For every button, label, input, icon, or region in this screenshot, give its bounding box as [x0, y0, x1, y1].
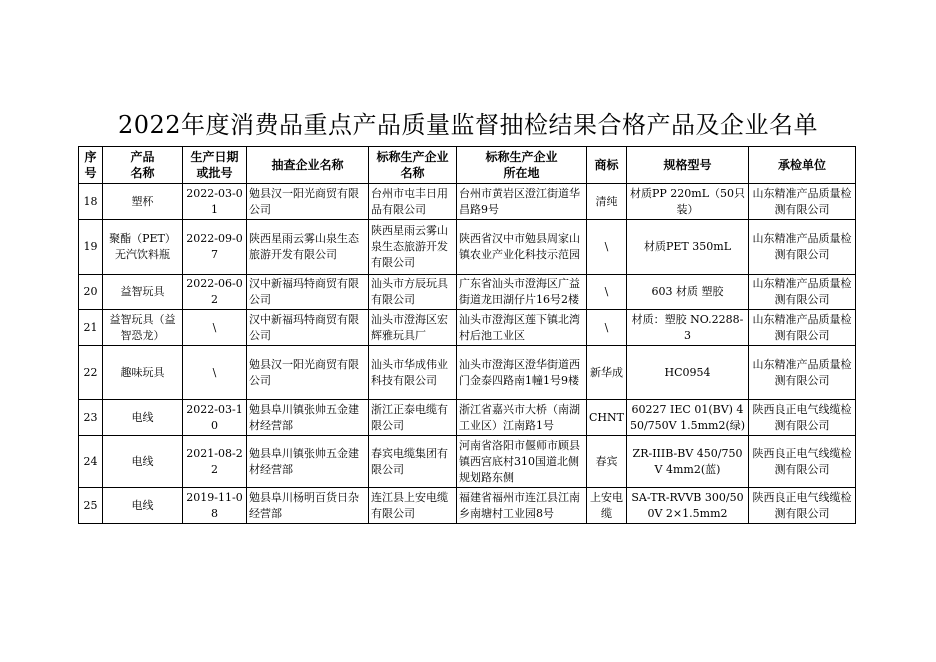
col-trademark: 清纯 [587, 184, 627, 220]
header-col-testing-unit: 承检单位 [749, 147, 856, 184]
page-title: 2022年度消费品重点产品质量监督抽检结果合格产品及企业名单 [117, 111, 819, 139]
col-sampled-company: 陕西星雨云雾山泉生态旅游开发有限公司 [247, 220, 369, 275]
col-production-date: 2022-03-01 [183, 184, 247, 220]
col-manufacturer-address: 浙江省嘉兴市大桥（南湖工业区）江南路1号 [457, 400, 587, 436]
col-trademark: 上安电缆 [587, 488, 627, 524]
col-index: 20 [79, 275, 103, 310]
col-trademark: CHNT [587, 400, 627, 436]
col-sampled-company: 勉县汉一阳光商贸有限公司 [247, 346, 369, 400]
col-index: 25 [79, 488, 103, 524]
col-spec-model: SA-TR-RVVB 300/500V 2×1.5mm2 [627, 488, 749, 524]
col-index: 23 [79, 400, 103, 436]
table-row [79, 488, 856, 524]
col-index: 19 [79, 220, 103, 275]
col-index: 18 [79, 184, 103, 220]
col-product-name: 益智玩具（益智恐龙） [103, 310, 183, 346]
header-col-sampled-company: 抽查企业名称 [247, 147, 369, 184]
col-product-name: 塑杯 [103, 184, 183, 220]
col-testing-unit: 陕西良正电气线缆检测有限公司 [749, 400, 856, 436]
col-manufacturer-name: 连江县上安电缆有限公司 [369, 488, 457, 524]
col-manufacturer-name: 陕西星雨云雾山泉生态旅游开发有限公司 [369, 220, 457, 275]
table-row [79, 220, 856, 275]
col-product-name: 聚酯（PET）无汽饮料瓶 [103, 220, 183, 275]
table-row [79, 346, 856, 400]
col-product-name: 电线 [103, 488, 183, 524]
col-manufacturer-address: 河南省洛阳市偃师市顾县镇西宫底村310国道北侧规划路东侧 [457, 436, 587, 488]
col-product-name: 益智玩具 [103, 275, 183, 310]
header-col-spec-model: 规格型号 [627, 147, 749, 184]
col-manufacturer-name: 汕头市方辰玩具有限公司 [369, 275, 457, 310]
col-sampled-company: 勉县阜川镇张帅五金建材经营部 [247, 436, 369, 488]
col-spec-model: 60227 IEC 01(BV) 450/750V 1.5mm2(绿) [627, 400, 749, 436]
col-index: 21 [79, 310, 103, 346]
col-manufacturer-name: 汕头市澄海区宏辉雅玩具厂 [369, 310, 457, 346]
results-table [78, 146, 856, 524]
table-row [79, 436, 856, 488]
col-sampled-company: 汉中新福玛特商贸有限公司 [247, 310, 369, 346]
col-trademark: \ [587, 220, 627, 275]
col-testing-unit: 山东精准产品质量检测有限公司 [749, 310, 856, 346]
header-col-production-date: 生产日期 或批号 [183, 147, 247, 184]
col-manufacturer-address: 福建省福州市连江县江南乡南塘村工业园8号 [457, 488, 587, 524]
col-production-date: 2022-06-02 [183, 275, 247, 310]
table-row [79, 310, 856, 346]
col-trademark: \ [587, 310, 627, 346]
table-row [79, 400, 856, 436]
col-testing-unit: 山东精准产品质量检测有限公司 [749, 275, 856, 310]
col-production-date: 2022-09-07 [183, 220, 247, 275]
col-testing-unit: 山东精准产品质量检测有限公司 [749, 346, 856, 400]
col-product-name: 电线 [103, 400, 183, 436]
col-trademark: \ [587, 275, 627, 310]
col-testing-unit: 陕西良正电气线缆检测有限公司 [749, 488, 856, 524]
col-sampled-company: 勉县阜川镇张帅五金建材经营部 [247, 400, 369, 436]
col-spec-model: 材质PP 220mL（50只装） [627, 184, 749, 220]
col-index: 22 [79, 346, 103, 400]
col-manufacturer-address: 广东省汕头市澄海区广益街道龙田湖仔片16号2楼 [457, 275, 587, 310]
col-sampled-company: 勉县阜川杨明百货日杂经营部 [247, 488, 369, 524]
col-manufacturer-address: 汕头市澄海区澄华街道西门金泰四路南1幢1号9楼 [457, 346, 587, 400]
col-trademark: 春宾 [587, 436, 627, 488]
col-spec-model: 材质PET 350mL [627, 220, 749, 275]
col-trademark: 新华成 [587, 346, 627, 400]
col-manufacturer-address: 汕头市澄海区莲下镇北湾村后池工业区 [457, 310, 587, 346]
col-manufacturer-name: 浙江正泰电缆有限公司 [369, 400, 457, 436]
header-col-product-name: 产品 名称 [103, 147, 183, 184]
col-index: 24 [79, 436, 103, 488]
header-col-manufacturer-name: 标称生产企业 名称 [369, 147, 457, 184]
table-body [79, 184, 856, 524]
col-manufacturer-name: 汕头市华成伟业科技有限公司 [369, 346, 457, 400]
col-manufacturer-address: 陕西省汉中市勉县周家山镇农业产业化科技示范园 [457, 220, 587, 275]
col-sampled-company: 汉中新福玛特商贸有限公司 [247, 275, 369, 310]
col-product-name: 趣味玩具 [103, 346, 183, 400]
col-production-date: \ [183, 310, 247, 346]
col-production-date: 2022-03-10 [183, 400, 247, 436]
col-manufacturer-address: 台州市黄岩区澄江街道华昌路9号 [457, 184, 587, 220]
col-manufacturer-name: 春宾电缆集团有限公司 [369, 436, 457, 488]
header-col-index: 序 号 [79, 147, 103, 184]
col-production-date: 2021-08-22 [183, 436, 247, 488]
col-testing-unit: 山东精准产品质量检测有限公司 [749, 184, 856, 220]
col-testing-unit: 山东精准产品质量检测有限公司 [749, 220, 856, 275]
col-product-name: 电线 [103, 436, 183, 488]
col-spec-model: ZR-IIIB-BV 450/750V 4mm2(蓝) [627, 436, 749, 488]
col-manufacturer-name: 台州市屯丰日用品有限公司 [369, 184, 457, 220]
col-spec-model: HC0954 [627, 346, 749, 400]
col-sampled-company: 勉县汉一阳光商贸有限公司 [247, 184, 369, 220]
col-production-date: 2019-11-08 [183, 488, 247, 524]
col-production-date: \ [183, 346, 247, 400]
table-row [79, 184, 856, 220]
header-col-trademark: 商标 [587, 147, 627, 184]
table-header-row [79, 147, 856, 184]
table-row [79, 275, 856, 310]
header-col-manufacturer-address: 标称生产企业 所在地 [457, 147, 587, 184]
col-spec-model: 603 材质 塑胶 [627, 275, 749, 310]
col-testing-unit: 陕西良正电气线缆检测有限公司 [749, 436, 856, 488]
col-spec-model: 材质：塑胶 NO.2288-3 [627, 310, 749, 346]
